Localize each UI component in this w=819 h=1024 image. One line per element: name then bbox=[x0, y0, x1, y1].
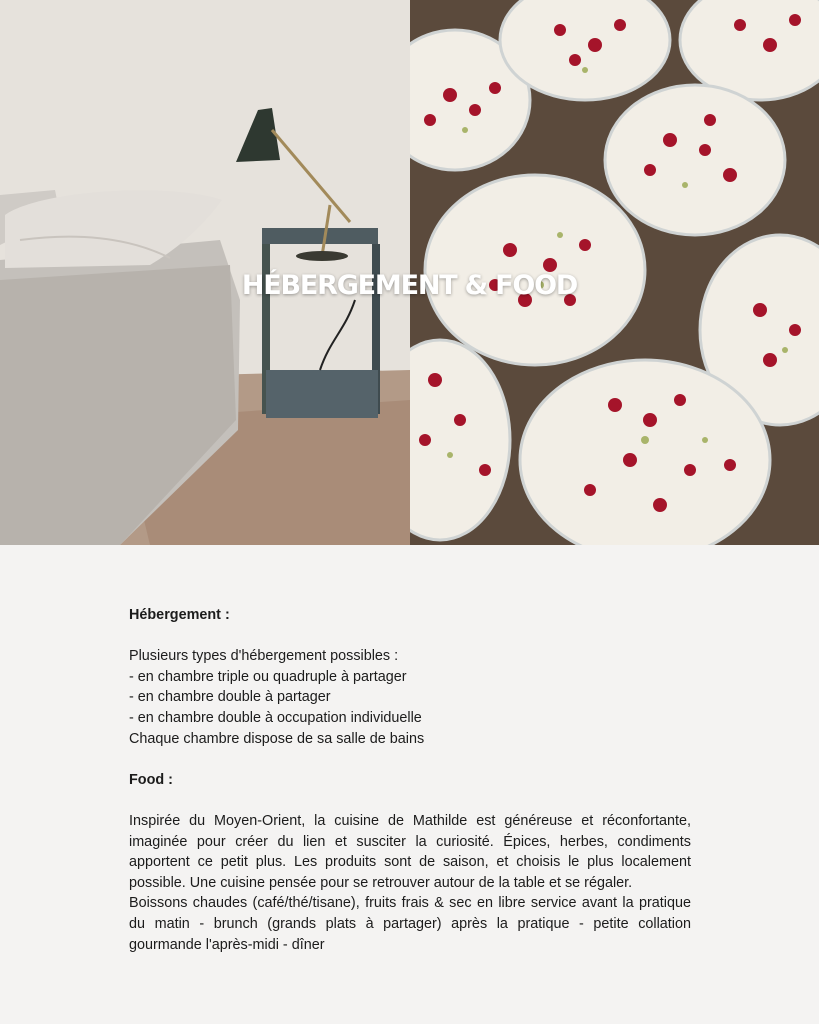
spacer bbox=[129, 749, 691, 770]
food-details: Boissons chaudes (café/thé/tisane), fruits frais & sec en libre service avant la pratique du matin - brunch (grands plats à partager) après la pratique - petite collation gourmande l'après-midi - dîner bbox=[129, 895, 691, 953]
hebergement-heading: Hébergement : bbox=[129, 607, 230, 623]
hebergement-note: Chaque chambre dispose de sa salle de bains bbox=[129, 730, 425, 747]
spacer bbox=[129, 626, 691, 647]
food-heading: Food : bbox=[129, 771, 173, 788]
hebergement-option: - en chambre double à occupation individuelle bbox=[129, 709, 422, 726]
content-section bbox=[129, 605, 691, 955]
food-description: Inspirée du Moyen-Orient, la cuisine de Mathilde est généreuse et réconfortante, imaginée pour créer du lien et susciter la curiosité. Épices, herbes, condiments apportent ce petit plus. Les produits sont de saison, et choisis le plus localement possible. Une cuisine pensée pour se retrouver autour de la table et se régaler. bbox=[129, 812, 691, 891]
spacer bbox=[129, 790, 691, 811]
hebergement-intro: Plusieurs types d'hébergement possibles : bbox=[129, 648, 399, 665]
hero-title: HÉBERGEMENT & FOOD bbox=[241, 270, 578, 301]
hebergement-option: - en chambre double à partager bbox=[129, 689, 331, 706]
hebergement-option: - en chambre triple ou quadruple à partager bbox=[129, 668, 407, 685]
